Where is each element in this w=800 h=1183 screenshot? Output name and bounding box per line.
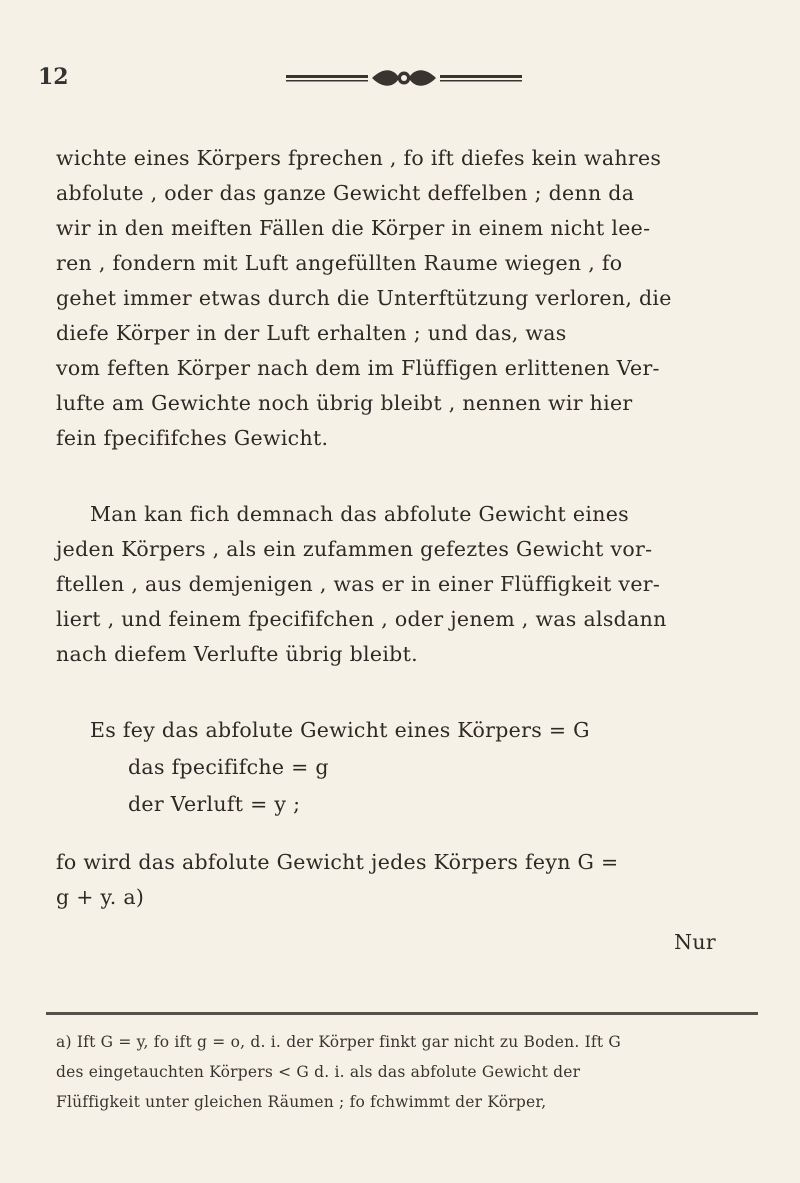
formula-line-4: fo wird das abfolute Gewicht jedes Körpers feyn G =: [56, 850, 619, 874]
body-line-6: diefe Körper in der Luft erhalten ; und das, was: [56, 321, 567, 345]
body-line-13: liert , und feinem fpecififchen , oder jenem , was alsdann: [56, 607, 667, 631]
body-line-14: nach diefem Verlufte übrig bleibt.: [56, 642, 418, 666]
body-line-11: jeden Körpers , als ein zufammen gefeztes Gewicht vor-: [56, 537, 653, 561]
body-line-5: gehet immer etwas durch die Unterftützung verloren, die: [56, 286, 672, 310]
body-line-10: Man kan fich demnach das abfolute Gewicht eines: [90, 502, 629, 526]
body-line-12: ftellen , aus demjenigen , was er in einer Flüffigkeit ver-: [56, 572, 661, 596]
footnote-line-1: a) Ift G = y, fo ift g = o, d. i. der Körper finkt gar nicht zu Boden. Ift G: [56, 1033, 621, 1051]
body-line-3: wir in den meiften Fällen die Körper in einem nicht lee-: [56, 216, 651, 240]
footnote-line-2: des eingetauchten Körpers < G d. i. als das abfolute Gewicht der: [56, 1063, 581, 1081]
body-line-9: fein fpecififches Gewicht.: [56, 426, 329, 450]
body-line-1: wichte eines Körpers fprechen , fo ift diefes kein wahres: [56, 146, 662, 170]
body-line-8: lufte am Gewichte noch übrig bleibt , nennen wir hier: [56, 391, 633, 415]
catchword: Nur: [674, 930, 716, 954]
ornament-vignette-icon: [286, 66, 522, 90]
body-line-4: ren , fondern mit Luft angefüllten Raume wiegen , fo: [56, 251, 623, 275]
body-line-2: abfolute , oder das ganze Gewicht deffelben ; denn da: [56, 181, 635, 205]
formula-line-3: der Verluft = y ;: [128, 792, 301, 816]
formula-line-1: Es fey das abfolute Gewicht eines Körpers = G: [90, 718, 590, 742]
page-number: 12: [38, 64, 69, 90]
footnote-line-3: Flüffigkeit unter gleichen Räumen ; fo fchwimmt der Körper,: [56, 1093, 547, 1111]
formula-line-2: das fpecififche = g: [128, 755, 329, 779]
body-line-7: vom feften Körper nach dem im Flüffigen erlittenen Ver-: [56, 356, 660, 380]
formula-line-5: g + y. a): [56, 885, 145, 909]
footnote-rule: [46, 1012, 758, 1015]
